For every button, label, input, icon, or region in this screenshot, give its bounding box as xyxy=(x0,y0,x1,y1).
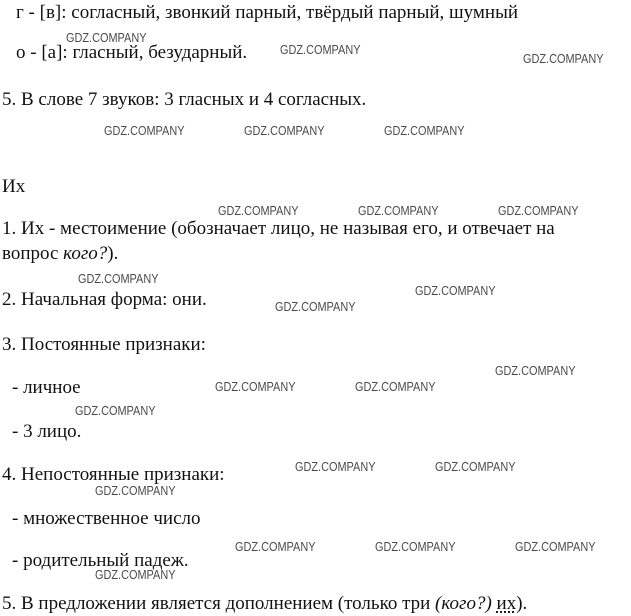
question-word: кого? xyxy=(63,243,108,264)
watermark: GDZ.COMPANY xyxy=(523,51,604,66)
watermark: GDZ.COMPANY xyxy=(375,539,456,554)
watermark: GDZ.COMPANY xyxy=(515,539,596,554)
watermark: GDZ.COMPANY xyxy=(275,299,356,314)
sentence-role-text: 5. В предложении является дополнением (только три xyxy=(2,593,436,614)
watermark: GDZ.COMPANY xyxy=(235,539,316,554)
line-third-person: - 3 лицо. xyxy=(12,421,82,442)
line-variable-features: 4. Непостоянные признаки: xyxy=(2,464,225,485)
line-personal: - личное xyxy=(12,377,81,398)
watermark: GDZ.COMPANY xyxy=(498,203,579,218)
watermark: GDZ.COMPANY xyxy=(95,483,176,498)
watermark: GDZ.COMPANY xyxy=(435,459,516,474)
line-constant-features: 3. Постоянные признаки: xyxy=(2,334,206,355)
watermark: GDZ.COMPANY xyxy=(95,567,176,582)
watermark: GDZ.COMPANY xyxy=(78,271,159,286)
word-heading: Их xyxy=(2,176,26,197)
watermark: GDZ.COMPANY xyxy=(218,203,299,218)
line-part-of-speech: 1. Их - местоимение (обозначает лицо, не называя его, и отвечает на xyxy=(2,218,555,239)
question-suffix: ). xyxy=(107,243,119,264)
watermark: GDZ.COMPANY xyxy=(280,42,361,57)
watermark: GDZ.COMPANY xyxy=(355,379,436,394)
line-question xyxy=(2,243,118,265)
watermark: GDZ.COMPANY xyxy=(215,379,296,394)
watermark: GDZ.COMPANY xyxy=(495,363,576,378)
line-phoneme-g: г - [в]: согласный, звонкий парный, твёрдый парный, шумный xyxy=(16,2,519,23)
watermark: GDZ.COMPANY xyxy=(295,459,376,474)
watermark: GDZ.COMPANY xyxy=(104,123,185,138)
watermark: GDZ.COMPANY xyxy=(415,283,496,298)
watermark: GDZ.COMPANY xyxy=(66,30,147,45)
line-phoneme-o: о - [а]: гласный, безударный. xyxy=(16,42,248,63)
watermark: GDZ.COMPANY xyxy=(244,123,325,138)
question-prefix: вопрос xyxy=(2,243,64,264)
sentence-role-word: их xyxy=(496,593,517,614)
sentence-role-question: (кого?) xyxy=(435,593,492,614)
line-initial-form: 2. Начальная форма: они. xyxy=(2,289,207,310)
line-plural: - множественное число xyxy=(12,508,201,529)
watermark: GDZ.COMPANY xyxy=(75,403,156,418)
line-sound-count: 5. В слове 7 звуков: 3 гласных и 4 согласных. xyxy=(2,89,367,110)
watermark: GDZ.COMPANY xyxy=(384,123,465,138)
line-sentence-role xyxy=(2,593,527,615)
sentence-role-suffix: ). xyxy=(516,593,528,614)
line-genitive: - родительный падеж. xyxy=(12,550,189,571)
watermark: GDZ.COMPANY xyxy=(358,203,439,218)
